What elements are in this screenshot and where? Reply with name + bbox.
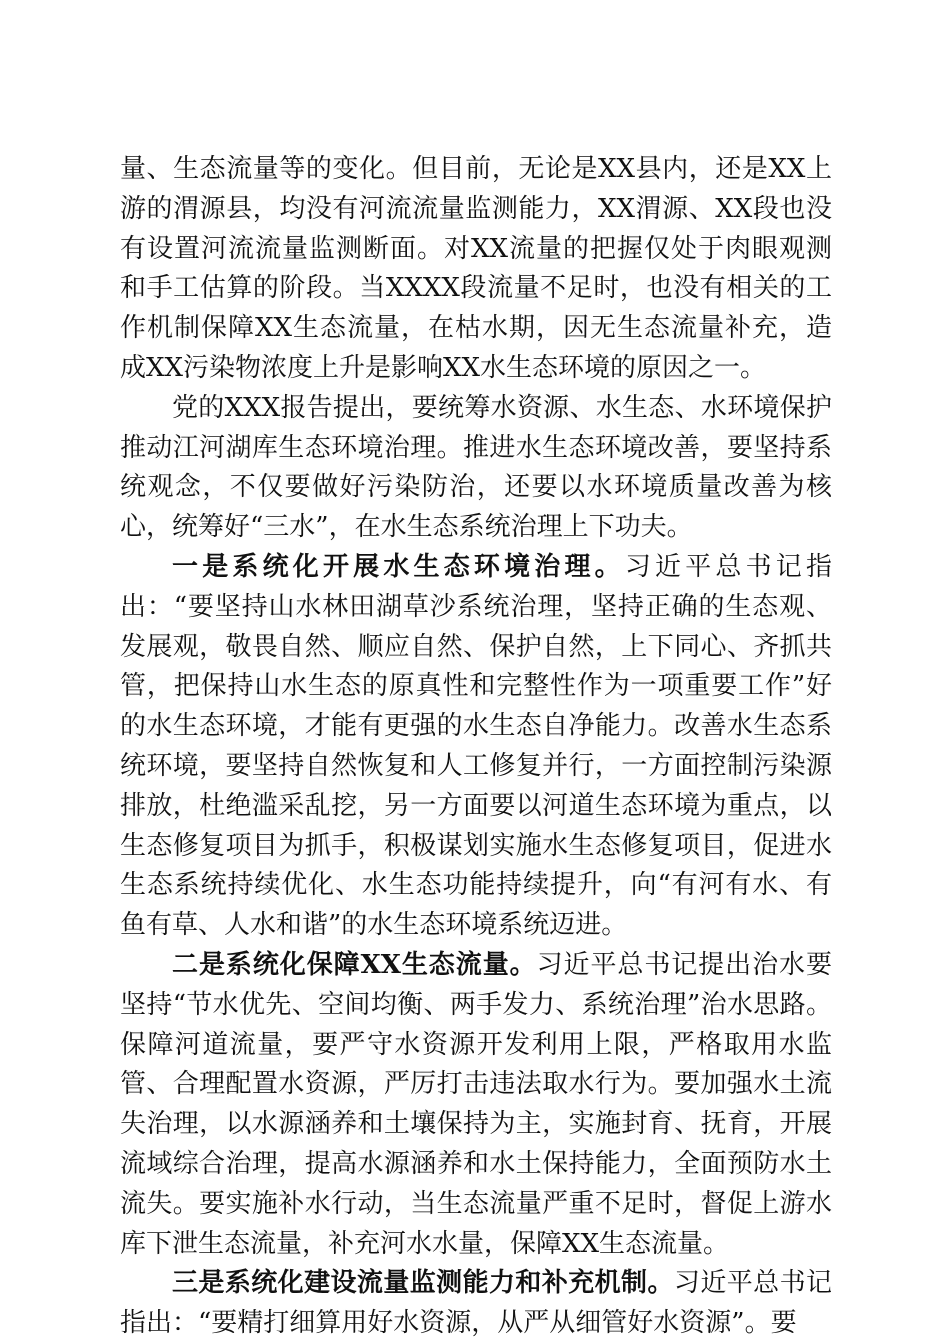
paragraph-lead: 一是系统化开展水生态环境治理。: [172, 551, 625, 582]
paragraph-point-one: [120, 548, 832, 946]
paragraph-text: 习近平总书记指出：“要坚持山水林田湖草沙系统治理，坚持正确的生态观、发展观，敬畏自然、顺应自然、保护自然，上下同心、齐抓共管，把保持山水生态的原真性和完整性作为一项重要工作”好的水生态环境，才能有更强的水生态自净能力。改善水生态系统环境，要坚持自然恢复和人工修复并行，一方面控制污染源排放，杜绝滥采乱挖，另一方面要以河道生态环境为重点，以生态修复项目为抓手，积极谋划实施水生态修复项目，促进水生态系统持续优化、水生态功能持续提升，向“有河有水、有鱼有草、人水和谐”的水生态环境系统迈进。: [120, 551, 832, 941]
document-body: [120, 150, 832, 1344]
paragraph-point-three: [120, 1264, 832, 1344]
paragraph-text: 习近平总书记提出治水要坚持“节水优先、空间均衡、两手发力、系统治理”治水思路。保障河道流量，要严守水资源开发利用上限，严格取用水监管、合理配置水资源，严厉打击违法取水行为。要加强水土流失治理，以水源涵养和土壤保持为主，实施封育、抚育，开展流域综合治理，提高水源涵养和水土保持能力，全面预防水土流失。要实施补水行动，当生态流量严重不足时，督促上游水库下泄生态流量，补充河水水量，保障XX生态流量。: [120, 949, 832, 1259]
paragraph-text: 量、生态流量等的变化。但目前，无论是XX县内，还是XX上游的渭源县，均没有河流流量监测能力，XX渭源、XX段也没有设置河流流量监测断面。对XX流量的把握仅处于肉眼观测和手工估算的阶段。当XXXX段流量不足时，也没有相关的工作机制保障XX生态流量，在枯水期，因无生态流量补充，造成XX污染物浓度上升是影响XX水生态环境的原因之一。: [120, 154, 832, 383]
paragraph-point-two: [120, 946, 832, 1264]
paragraph-report: [120, 389, 832, 548]
paragraph-continuation: [120, 150, 832, 389]
paragraph-text: 习近平总书记指出：“要精打细算用好水资源，从严从细管好水资源”。要: [120, 1268, 832, 1339]
paragraph-text: 党的XXX报告提出，要统筹水资源、水生态、水环境保护推动江河湖库生态环境治理。推进水生态环境改善，要坚持系统观念，不仅要做好污染防治，还要以水环境质量改善为核心，统筹好“三水”，在水生态系统治理上下功夫。: [120, 392, 832, 543]
paragraph-lead: 三是系统化建设流量监测能力和补充机制。: [172, 1268, 674, 1299]
paragraph-lead: 二是系统化保障XX生态流量。: [172, 949, 537, 980]
